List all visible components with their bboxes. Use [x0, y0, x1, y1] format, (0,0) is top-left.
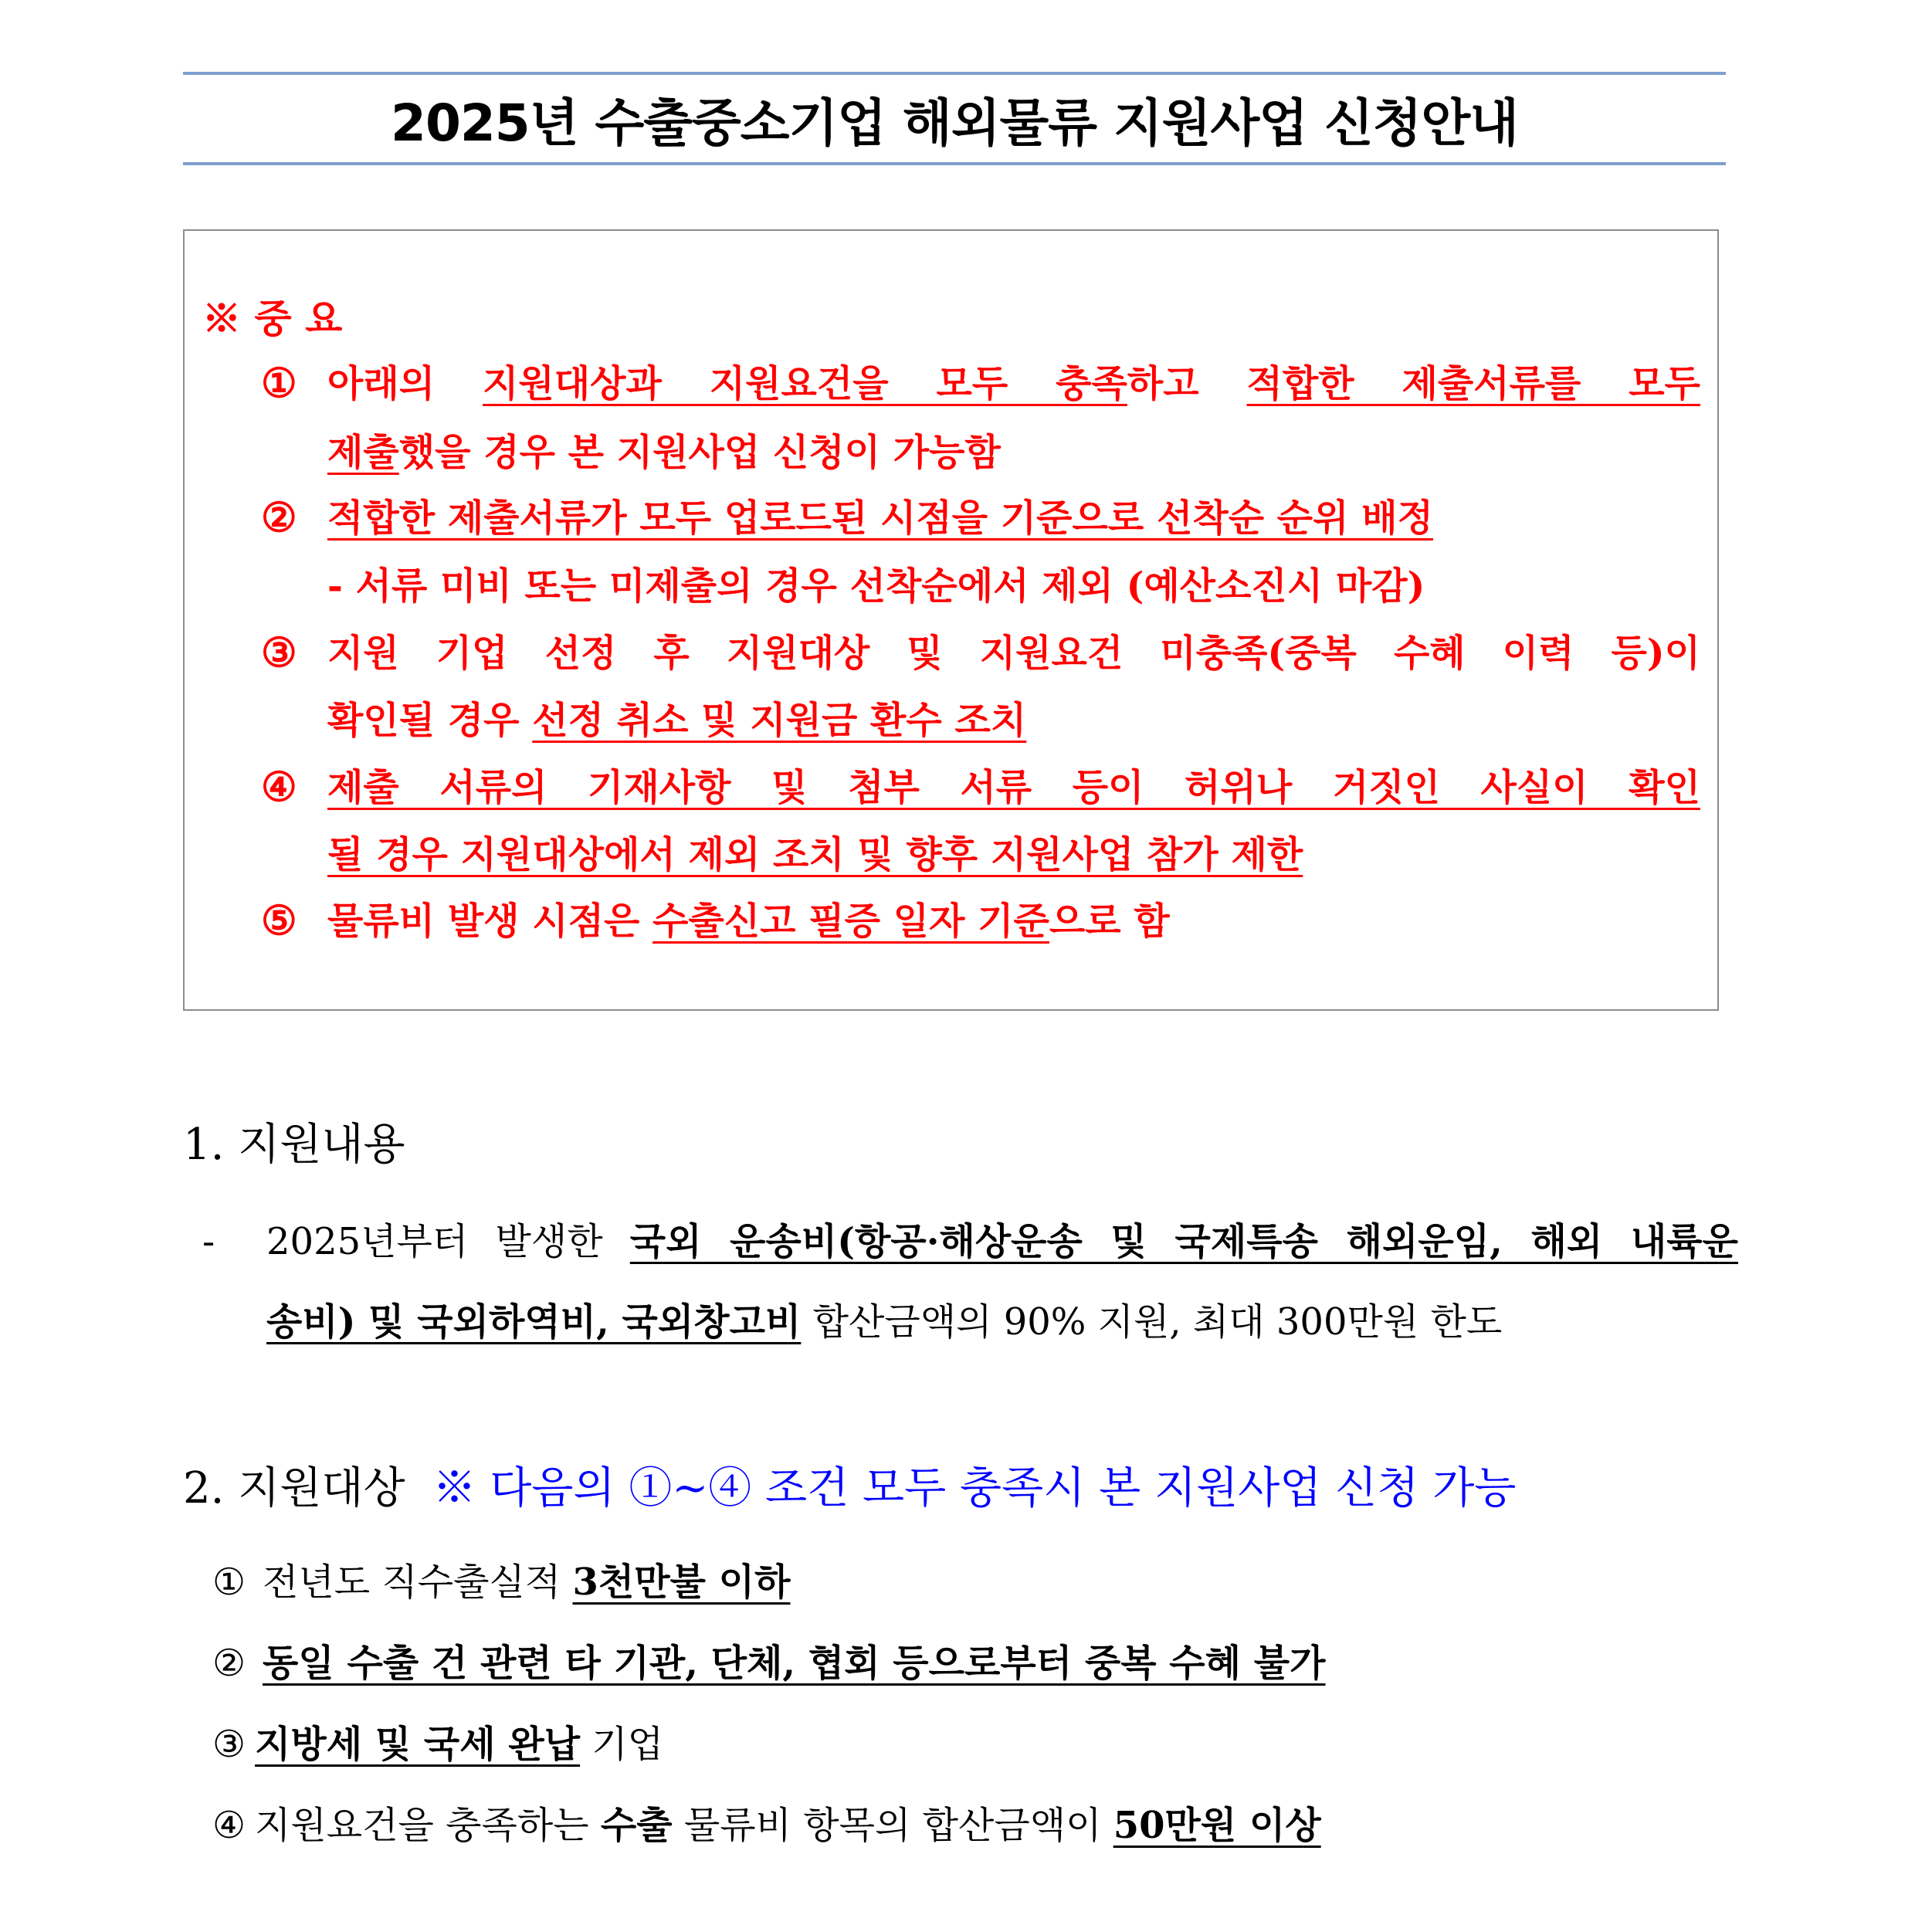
title-top-rule — [183, 72, 1726, 75]
section-1-line-1: 2025년부터 발생한 국외 운송비(항공·해상운송 및 국제특송 해외운임, 해외 내륙운 — [266, 1220, 1738, 1263]
notice-item-5-marker: ⑤ — [261, 897, 297, 944]
notice-heading: ※ 중 요 — [202, 296, 343, 341]
section-1-line-2: 송비) 및 국외하역비, 국외창고비 합산금액의 90% 지원, 최대 300만원 한도 — [266, 1300, 1503, 1344]
notice-item-3-marker: ③ — [261, 629, 297, 676]
section-2-item-2: ② 동일 수출 건 관련 타 기관, 단체, 협회 등으로부터 중복 수혜 불가 — [212, 1642, 1326, 1685]
notice-item-1-line-2: 제출했을 경우 본 지원사업 신청이 가능함 — [327, 431, 1001, 474]
notice-item-4-line-1: 제출 서류의 기재사항 및 첨부 서류 등이 허위나 거짓인 사실이 확인 — [327, 766, 1700, 809]
notice-item-1-line-1: 아래의 지원대상과 지원요건을 모두 충족하고 적합한 제출서류를 모두 — [327, 362, 1700, 405]
section-2-heading: 2. 지원대상 — [183, 1463, 405, 1513]
page-title: 2025년 수출중소기업 해외물류 지원사업 신청안내 — [391, 93, 1518, 153]
notice-item-4-marker: ④ — [261, 764, 297, 811]
section-2-item-1: ① 전년도 직수출실적 3천만불 이하 — [212, 1561, 791, 1604]
section-2-note: ※ 다음의 ①~④ 조건 모두 충족시 본 지원사업 신청 가능 — [432, 1463, 1517, 1513]
notice-item-5-line-1: 물류비 발생 시점은 수출신고 필증 일자 기준으로 함 — [327, 900, 1170, 943]
section-2-heading-line — [183, 1462, 1516, 1516]
notice-item-2-marker: ② — [261, 494, 297, 541]
section-2-item-3: ③ 지방세 및 국세 완납 기업 — [212, 1723, 664, 1766]
section-1-heading: 1. 지원내용 — [183, 1120, 405, 1170]
notice-item-4-line-2: 될 경우 지원대상에서 제외 조치 및 향후 지원사업 참가 제한 — [327, 833, 1303, 876]
notice-item-2-line-2: - 서류 미비 또는 미제출의 경우 선착순에서 제외 (예산소진시 마감) — [327, 564, 1425, 608]
title-bottom-rule — [183, 162, 1726, 165]
notice-item-2-line-1: 적합한 제출서류가 모두 업로드된 시점을 기준으로 선착순 순위 배정 — [327, 497, 1433, 540]
notice-item-1-marker: ① — [261, 360, 297, 407]
notice-box — [183, 229, 1719, 1011]
notice-item-3-line-1: 지원 기업 선정 후 지원대상 및 지원요건 미충족(중복 수혜 이력 등)이 — [327, 632, 1700, 675]
notice-item-3-line-2: 확인될 경우 선정 취소 및 지원금 환수 조치 — [327, 699, 1027, 742]
section-1-dash: - — [202, 1220, 215, 1263]
section-2-item-4: ④ 지원요건을 충족하는 수출 물류비 항목의 합산금액이 50만원 이상 — [212, 1804, 1321, 1847]
